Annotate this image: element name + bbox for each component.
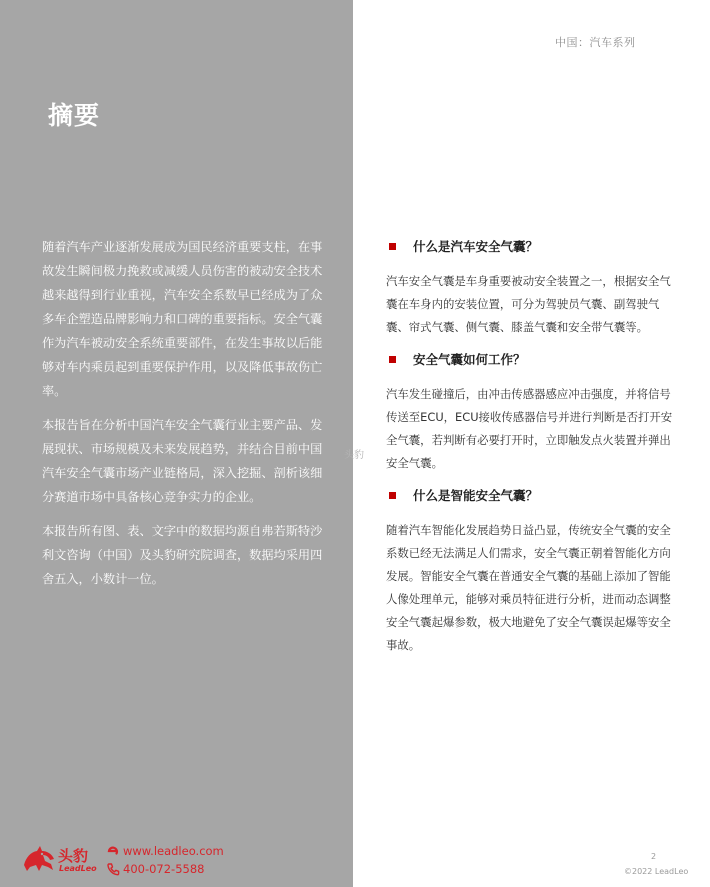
section-what-is-airbag xyxy=(386,238,678,339)
qa-sections xyxy=(386,238,678,669)
square-bullet-icon xyxy=(389,492,396,499)
summary-paragraph-3: 本报告所有图、表、文字中的数据均源自弗若斯特沙利文咨询（中国）及头豹研究院调查，数据均采用四舍五入，小数计一位。 xyxy=(42,524,323,586)
summary-paragraph-2: 本报告旨在分析中国汽车安全气囊行业主要产品、发展现状、市场规模及未来发展趋势，并结合目前中国汽车安全气囊市场产业链格局，深入挖掘、剖析该细分赛道市场中具备核心竞争实力的企业。 xyxy=(42,418,323,504)
section-heading-text: 安全气囊如何工作？ xyxy=(413,352,526,367)
brand-name-en: LeadLeo xyxy=(59,864,97,873)
phone-icon xyxy=(106,862,120,876)
page-number: 2 xyxy=(651,852,657,861)
section-body: 汽车发生碰撞后，由冲击传感器感应冲击强度，并将信号传送至ECU，ECU接收传感器信号并进行判断是否打开安全气囊，若判断有必要打开时，立即触发点火装置并弹出安全气囊。 xyxy=(386,387,673,470)
summary-paragraph-1: 随着汽车产业逐渐发展成为国民经济重要支柱，在事故发生瞬间极力挽救或减缓人员伤害的被动安全技术越来越得到行业重视，汽车安全系数早已经成为了众多车企塑造品牌影响力和口碑的重要指标。安全气囊作为汽车被动安全系统重要部件，在发生事故以后能够对车内乘员起到重要保护作用，以及降低事故伤亡率。 xyxy=(42,240,323,398)
watermark: 头豹 xyxy=(344,450,364,461)
section-heading xyxy=(386,238,678,256)
square-bullet-icon xyxy=(389,356,396,363)
square-bullet-icon xyxy=(389,243,396,250)
section-how-airbag-works xyxy=(386,351,678,475)
summary-text xyxy=(42,235,334,601)
section-body: 随着汽车智能化发展趋势日益凸显，传统安全气囊的安全系数已经无法满足人们需求，安全气囊正朝着智能化方向发展。智能安全气囊在普通安全气囊的基础上添加了智能人像处理单元，能够对乘员特征进行分析，进而动态调整安全气囊起爆参数，极大地避免了安全气囊误起爆等安全事故。 xyxy=(386,523,671,652)
summary-panel xyxy=(0,0,353,887)
section-smart-airbag xyxy=(386,487,678,657)
website-link[interactable]: www.leadleo.com xyxy=(123,844,224,858)
section-heading-text: 什么是智能安全气囊？ xyxy=(413,488,539,503)
phone-number: 400-072-5588 xyxy=(123,862,205,876)
web-e-icon xyxy=(106,844,120,858)
series-label: 中国：汽车系列 xyxy=(555,36,636,49)
contact-phone xyxy=(106,862,204,876)
page-title: 摘要 xyxy=(48,101,101,130)
brand-name-cn: 头豹 xyxy=(58,847,89,865)
section-heading xyxy=(386,487,678,505)
copyright: ©2022 LeadLeo xyxy=(624,867,689,876)
contact-website[interactable] xyxy=(106,844,224,858)
section-body: 汽车安全气囊是车身重要被动安全装置之一，根据安全气囊在车身内的安装位置，可分为驾驶员气囊、副驾驶气囊、帘式气囊、侧气囊、膝盖气囊和安全带气囊等。 xyxy=(386,274,671,334)
leopard-logo-icon xyxy=(22,843,56,873)
section-heading xyxy=(386,351,678,369)
section-heading-text: 什么是汽车安全气囊？ xyxy=(413,239,539,254)
